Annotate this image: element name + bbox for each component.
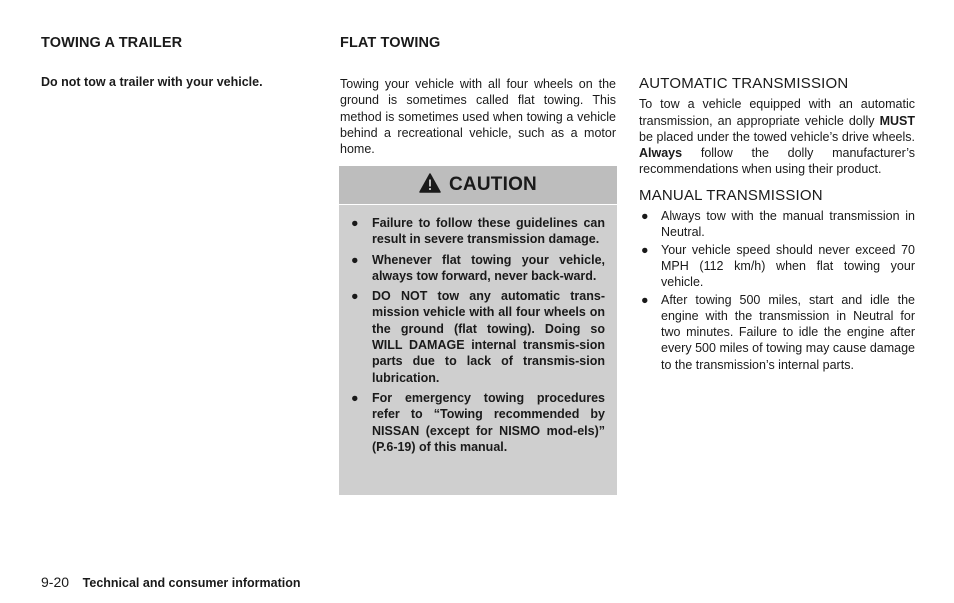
trailer-warning-text: Do not tow a trailer with your vehicle. — [41, 75, 263, 89]
section-heading-flat-towing: FLAT TOWING — [340, 35, 441, 51]
caution-item: ● For emergency towing procedures refer to “Towing recommended by NISSAN (except for NISMO mod-els)” (P.6-19) of this manual. — [351, 390, 605, 454]
automatic-transmission-paragraph: To tow a vehicle equipped with an automatic transmission, an appropriate vehicle dolly MUST be placed under the towed vehicle’s drive wheels. Always follow the dolly manufacturer’s recommendations when using their product. — [639, 97, 916, 177]
list-item: ● After towing 500 miles, start and idle the engine with the transmission in Neutral for two minutes. Failure to idle the engine after every 500 miles of towing may cause damage to the transmission’s internal parts. — [641, 292, 915, 372]
caution-item: ● DO NOT tow any automatic trans-mission vehicle with all four wheels on the ground (flat towing). Doing so WILL DAMAGE internal transmis-sion parts due to lack of transmis-sion lubrication. — [351, 289, 605, 385]
caution-title: CAUTION — [449, 174, 537, 195]
flat-towing-paragraph: Towing your vehicle with all four wheels on the ground is sometimes called flat towing. This method is sometimes used when towing a vehicle behind a recreational vehicle, such as a motor home. — [340, 77, 616, 157]
flat-towing-column — [340, 76, 616, 157]
caution-box — [339, 166, 617, 495]
list-item: ● Always tow with the manual transmission in Neutral. — [641, 209, 915, 240]
caution-item: ● Whenever flat towing your vehicle, always tow forward, never back-ward. — [351, 252, 605, 283]
manual-transmission-heading: MANUAL TRANSMISSION — [639, 186, 823, 204]
warning-triangle-icon — [419, 173, 441, 198]
caution-list — [339, 205, 617, 455]
caution-item: ● Failure to follow these guidelines can result in severe transmission damage. — [351, 216, 605, 247]
caution-header — [339, 166, 617, 205]
list-item: ● Your vehicle speed should never exceed 70 MPH (112 km/h) when flat towing your vehicle. — [641, 242, 915, 290]
section-name: Technical and consumer information — [82, 576, 301, 590]
page-footer — [41, 574, 301, 590]
transmission-column — [639, 76, 915, 374]
page-number: 9-20 — [41, 574, 70, 590]
manual-transmission-list — [639, 208, 915, 373]
automatic-transmission-heading: AUTOMATIC TRANSMISSION — [639, 75, 849, 92]
section-heading-towing-trailer: TOWING A TRAILER — [41, 35, 183, 51]
